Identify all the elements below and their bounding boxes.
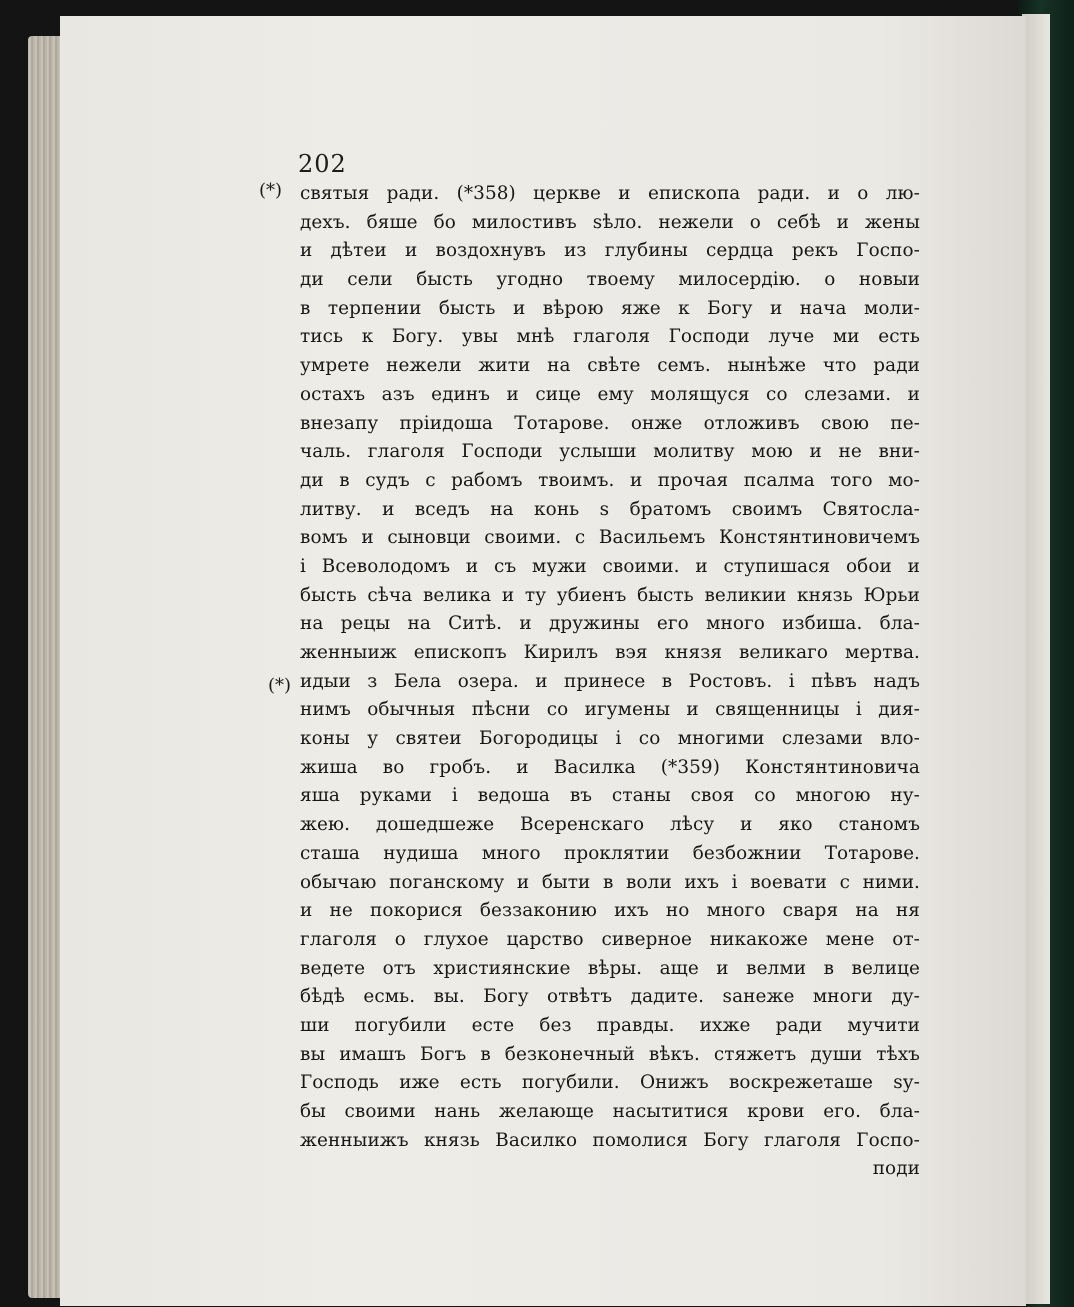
page-number: 202	[298, 150, 347, 178]
text-line: чаль. глаголя Господи услыши молитву мою и не вни-	[300, 441, 920, 463]
text-line: нимъ обычныя пѣсни со игумены и священницы і дия-	[300, 699, 920, 721]
text-line: обычаю поганскому и быти в воли ихъ і воевати с ними.	[300, 871, 920, 893]
text-line: бѣдѣ есмь. вы. Богу отвѣтъ дадите. ѕанеже многи ду-	[300, 986, 920, 1008]
text-line: ди сели бысть угодно твоему милосердію. о новыи	[300, 269, 920, 291]
footnote-marker: (*)	[259, 180, 283, 201]
text-line: вомъ и сыновци своими. с Васильемъ Констянтиновичемъ	[300, 527, 920, 549]
footnote-marker: (*)	[268, 675, 292, 696]
text-line: сташа нудиша много проклятии безбожнии Тотарове.	[300, 842, 920, 864]
text-line: жею. дошедшеже Всеренскаго лѣсу и яко станомъ	[300, 814, 920, 836]
text-line: женныижъ князь Василко помолися Богу глаголя Госпо-	[300, 1129, 920, 1151]
text-line: литву. и вседъ на конь ѕ братомъ своимъ Святосла-	[300, 498, 920, 520]
text-line: женныиж епископъ Кирилъ вэя князя великаго мертва.	[300, 642, 920, 663]
catchword: поди	[872, 1158, 920, 1180]
text-line: внезапу прiидоша Тотарове. онже отложивъ свою пе-	[300, 412, 920, 434]
page-body-text	[300, 180, 920, 1184]
text-line: святыя ради. (*358) церкве и епископа ради. и о лю-	[300, 183, 920, 204]
text-line: дехъ. бяше бо милостивъ ѕѣло. нежели о себѣ и жены	[300, 211, 920, 233]
text-line: и дѣтеи и воздохнувъ из глубины сердца рекъ Госпо-	[300, 240, 920, 262]
text-line: на рецы на Ситѣ. и дружины его много избиша. бла-	[300, 613, 920, 635]
text-line: умрете нежели жити на свѣте семъ. нынѣже что ради	[300, 355, 920, 377]
text-line: в терпении бысть и вѣрою яже к Богу и нача моли-	[300, 297, 920, 319]
text-line: коны у святеи Богородицы і со многими слезами вло-	[300, 728, 920, 750]
text-line: идыи з Бела озера. и принесе в Ростовъ. і пѣвъ надъ	[300, 670, 920, 692]
text-line: тись к Богу. увы мнѣ глаголя Господи луче ми есть	[300, 326, 920, 348]
text-line: глаголя о глухое царство сиверное никакоже мене от-	[300, 928, 920, 950]
text-line: вы имашъ Богъ в безконечный вѣкъ. стяжетъ души тѣхъ	[300, 1043, 920, 1065]
text-line: і Всеволодомъ и съ мужи своими. и ступишася обои и	[300, 555, 920, 577]
text-line: остахъ азъ единъ и сице ему молящуся со слезами. и	[300, 383, 920, 405]
text-line: ши погубили есте без правды. ихже ради мучити	[300, 1014, 920, 1036]
text-line: Господь иже есть погубили. Онижъ воскрежеташе ѕу-	[300, 1072, 920, 1094]
text-line: бысть сѣча велика и ту убиенъ бысть великии князь Юрьи	[300, 584, 920, 606]
text-line: ди в судъ с рабомъ твоимъ. и прочая псалма того мо-	[300, 469, 920, 491]
text-line: яша руками і ведоша въ станы своя со многою ну-	[300, 785, 920, 807]
facing-page-edge	[1022, 14, 1050, 1304]
text-line: ведете отъ християнские вѣры. аще и велми в велице	[300, 957, 920, 979]
text-line: жиша во гробъ. и Василка (*359) Констянтиновича	[300, 756, 920, 778]
text-line: и не покорися беззаконию ихъ но много сваря на ня	[300, 900, 920, 922]
text-line: бы своими нань желающе насытитися крови его. бла-	[300, 1101, 920, 1122]
